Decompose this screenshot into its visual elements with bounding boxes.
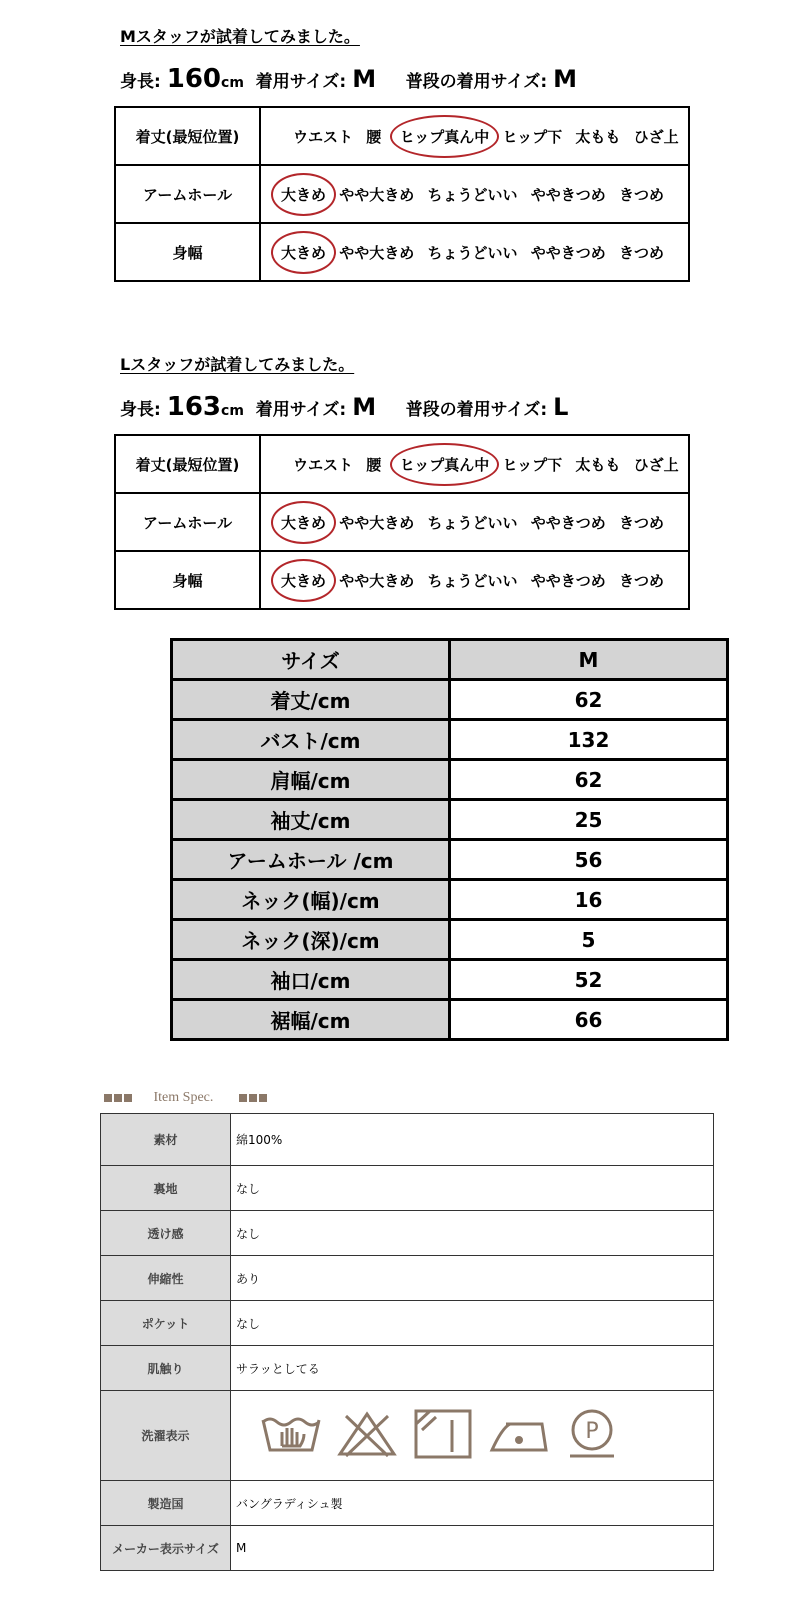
l-staff-fit-table — [114, 434, 690, 610]
worn-size-label: 着用サイズ: — [255, 400, 347, 420]
size-measure-value: 66 — [450, 1000, 728, 1040]
care-icons — [236, 1408, 713, 1463]
fit-row-label: 身幅 — [115, 223, 260, 281]
fit-row-label: 身幅 — [115, 551, 260, 609]
fit-option: ちょうどいい — [427, 513, 518, 532]
fit-row-label: アームホール — [115, 165, 260, 223]
spec-key: 洗濯表示 — [101, 1391, 231, 1481]
item-spec-table — [100, 1113, 714, 1571]
fit-row — [115, 223, 689, 281]
fit-row-label: アームホール — [115, 493, 260, 551]
spec-key: 透け感 — [101, 1211, 231, 1256]
fit-option: ややきつめ — [530, 571, 606, 590]
spec-value: なし — [231, 1301, 714, 1346]
fit-option: 腰 — [366, 127, 382, 146]
fit-option: ややきつめ — [530, 243, 606, 262]
height-unit: cm — [221, 403, 244, 419]
spec-value — [231, 1391, 714, 1481]
fit-option: 腰 — [366, 455, 382, 474]
fit-row-label: 着丈(最短位置) — [115, 107, 260, 165]
square-icon — [249, 1094, 257, 1102]
fit-options — [260, 165, 689, 223]
no-bleach-icon — [336, 1410, 398, 1461]
size-measure-value: 52 — [450, 960, 728, 1000]
size-measure-label: アームホール /cm — [172, 840, 450, 880]
spec-key: 伸縮性 — [101, 1256, 231, 1301]
iron-low-icon — [488, 1410, 550, 1461]
size-row — [172, 960, 728, 1000]
size-row — [172, 1000, 728, 1040]
selected-fit-option: 大きめ — [277, 512, 330, 533]
square-icon — [239, 1094, 247, 1102]
size-measure-label: 肩幅/cm — [172, 760, 450, 800]
size-measure-value: 62 — [450, 760, 728, 800]
fit-row — [115, 165, 689, 223]
size-row — [172, 680, 728, 720]
spec-value: バングラディシュ製 — [231, 1481, 714, 1526]
fit-options — [260, 435, 689, 493]
size-header-value: M — [450, 640, 728, 680]
size-table — [170, 638, 729, 1041]
selected-fit-option: ヒップ真ん中 — [396, 454, 494, 475]
height-value: 163 — [166, 392, 222, 422]
worn-size-value: M — [352, 65, 377, 93]
spec-row — [101, 1346, 714, 1391]
fit-options — [260, 223, 689, 281]
fit-option: ややきつめ — [530, 185, 606, 204]
spec-value: サラッとしてる — [231, 1346, 714, 1391]
selected-fit-option: 大きめ — [277, 242, 330, 263]
fit-option: きつめ — [619, 513, 665, 532]
size-measure-label: ネック(幅)/cm — [172, 880, 450, 920]
size-measure-value: 56 — [450, 840, 728, 880]
spec-value: 綿100% — [231, 1114, 714, 1166]
fit-row — [115, 551, 689, 609]
size-measure-label: 裾幅/cm — [172, 1000, 450, 1040]
fit-options-list — [261, 242, 688, 263]
size-row — [172, 840, 728, 880]
l-staff-stats — [120, 392, 568, 422]
fit-option: やや大きめ — [339, 571, 415, 590]
usual-size-label: 普段の着用サイズ: — [405, 400, 548, 420]
fit-row — [115, 107, 689, 165]
fit-option: ウエスト — [293, 455, 354, 474]
square-icon — [114, 1094, 122, 1102]
spec-row — [101, 1481, 714, 1526]
fit-option: ひざ上 — [633, 455, 679, 474]
selected-fit-option: 大きめ — [277, 184, 330, 205]
fit-options-list — [261, 454, 688, 475]
fit-option: やや大きめ — [339, 513, 415, 532]
height-label: 身長: — [120, 72, 161, 92]
fit-row-label: 着丈(最短位置) — [115, 435, 260, 493]
spec-value: なし — [231, 1211, 714, 1256]
fit-option: 太もも — [575, 455, 621, 474]
size-measure-value: 16 — [450, 880, 728, 920]
spec-row — [101, 1211, 714, 1256]
fit-option: ちょうどいい — [427, 185, 518, 204]
size-measure-label: バスト/cm — [172, 720, 450, 760]
fit-options-list — [261, 126, 688, 147]
size-measure-label: 袖口/cm — [172, 960, 450, 1000]
svg-text:P: P — [585, 1419, 599, 1444]
size-measure-label: ネック(深)/cm — [172, 920, 450, 960]
fit-option: ウエスト — [293, 127, 354, 146]
square-icon — [259, 1094, 267, 1102]
spec-value: あり — [231, 1256, 714, 1301]
height-value: 160 — [166, 64, 222, 94]
hand-wash-icon — [260, 1410, 322, 1461]
height-label: 身長: — [120, 400, 161, 420]
item-spec-label: Item Spec. — [153, 1090, 214, 1105]
m-staff-stats — [120, 64, 577, 94]
spec-row — [101, 1166, 714, 1211]
size-header-row — [172, 640, 728, 680]
m-staff-fit-table — [114, 106, 690, 282]
fit-option: ひざ上 — [633, 127, 679, 146]
fit-option: ややきつめ — [530, 513, 606, 532]
size-header-label: サイズ — [172, 640, 450, 680]
spec-row — [101, 1526, 714, 1571]
spec-key: 裏地 — [101, 1166, 231, 1211]
selected-fit-option: ヒップ真ん中 — [396, 126, 494, 147]
fit-options — [260, 493, 689, 551]
size-measure-value: 5 — [450, 920, 728, 960]
m-staff-heading: Mスタッフが試着してみました。 — [120, 27, 360, 46]
spec-key: 肌触り — [101, 1346, 231, 1391]
fit-option: 太もも — [575, 127, 621, 146]
worn-size-value: M — [352, 393, 377, 421]
fit-option: ヒップ下 — [502, 127, 563, 146]
fit-option: ちょうどいい — [427, 243, 518, 262]
height-unit: cm — [221, 75, 244, 91]
fit-option: やや大きめ — [339, 243, 415, 262]
worn-size-label: 着用サイズ: — [255, 72, 347, 92]
spec-row — [101, 1301, 714, 1346]
spec-row — [101, 1114, 714, 1166]
size-row — [172, 800, 728, 840]
fit-options-list — [261, 184, 688, 205]
fit-option: やや大きめ — [339, 185, 415, 204]
spec-key: 素材 — [101, 1114, 231, 1166]
size-measure-label: 着丈/cm — [172, 680, 450, 720]
spec-row — [101, 1256, 714, 1301]
spec-key: ポケット — [101, 1301, 231, 1346]
fit-options-list — [261, 512, 688, 533]
fit-option: ヒップ下 — [502, 455, 563, 474]
spec-row — [101, 1391, 714, 1481]
square-icon — [104, 1094, 112, 1102]
size-row — [172, 720, 728, 760]
size-row — [172, 920, 728, 960]
usual-size-value: L — [553, 393, 569, 421]
fit-options-list — [261, 570, 688, 591]
size-row — [172, 880, 728, 920]
spec-key: 製造国 — [101, 1481, 231, 1526]
dry-clean-p-icon — [564, 1408, 620, 1463]
fit-row — [115, 493, 689, 551]
fit-options — [260, 107, 689, 165]
size-row — [172, 760, 728, 800]
fit-option: ちょうどいい — [427, 571, 518, 590]
spec-value: M — [231, 1526, 714, 1571]
spec-value: なし — [231, 1166, 714, 1211]
spec-key: メーカー表示サイズ — [101, 1526, 231, 1571]
fit-options — [260, 551, 689, 609]
fit-option: きつめ — [619, 571, 665, 590]
size-measure-label: 袖丈/cm — [172, 800, 450, 840]
fit-option: きつめ — [619, 185, 665, 204]
size-measure-value: 25 — [450, 800, 728, 840]
fit-option: きつめ — [619, 243, 665, 262]
size-measure-value: 132 — [450, 720, 728, 760]
selected-fit-option: 大きめ — [277, 570, 330, 591]
square-icon — [124, 1094, 132, 1102]
fit-row — [115, 435, 689, 493]
line-dry-shade-icon — [412, 1408, 474, 1463]
l-staff-heading: Lスタッフが試着してみました。 — [120, 355, 355, 374]
usual-size-value: M — [553, 65, 578, 93]
size-measure-value: 62 — [450, 680, 728, 720]
usual-size-label: 普段の着用サイズ: — [405, 72, 548, 92]
item-spec-title — [104, 1090, 269, 1106]
